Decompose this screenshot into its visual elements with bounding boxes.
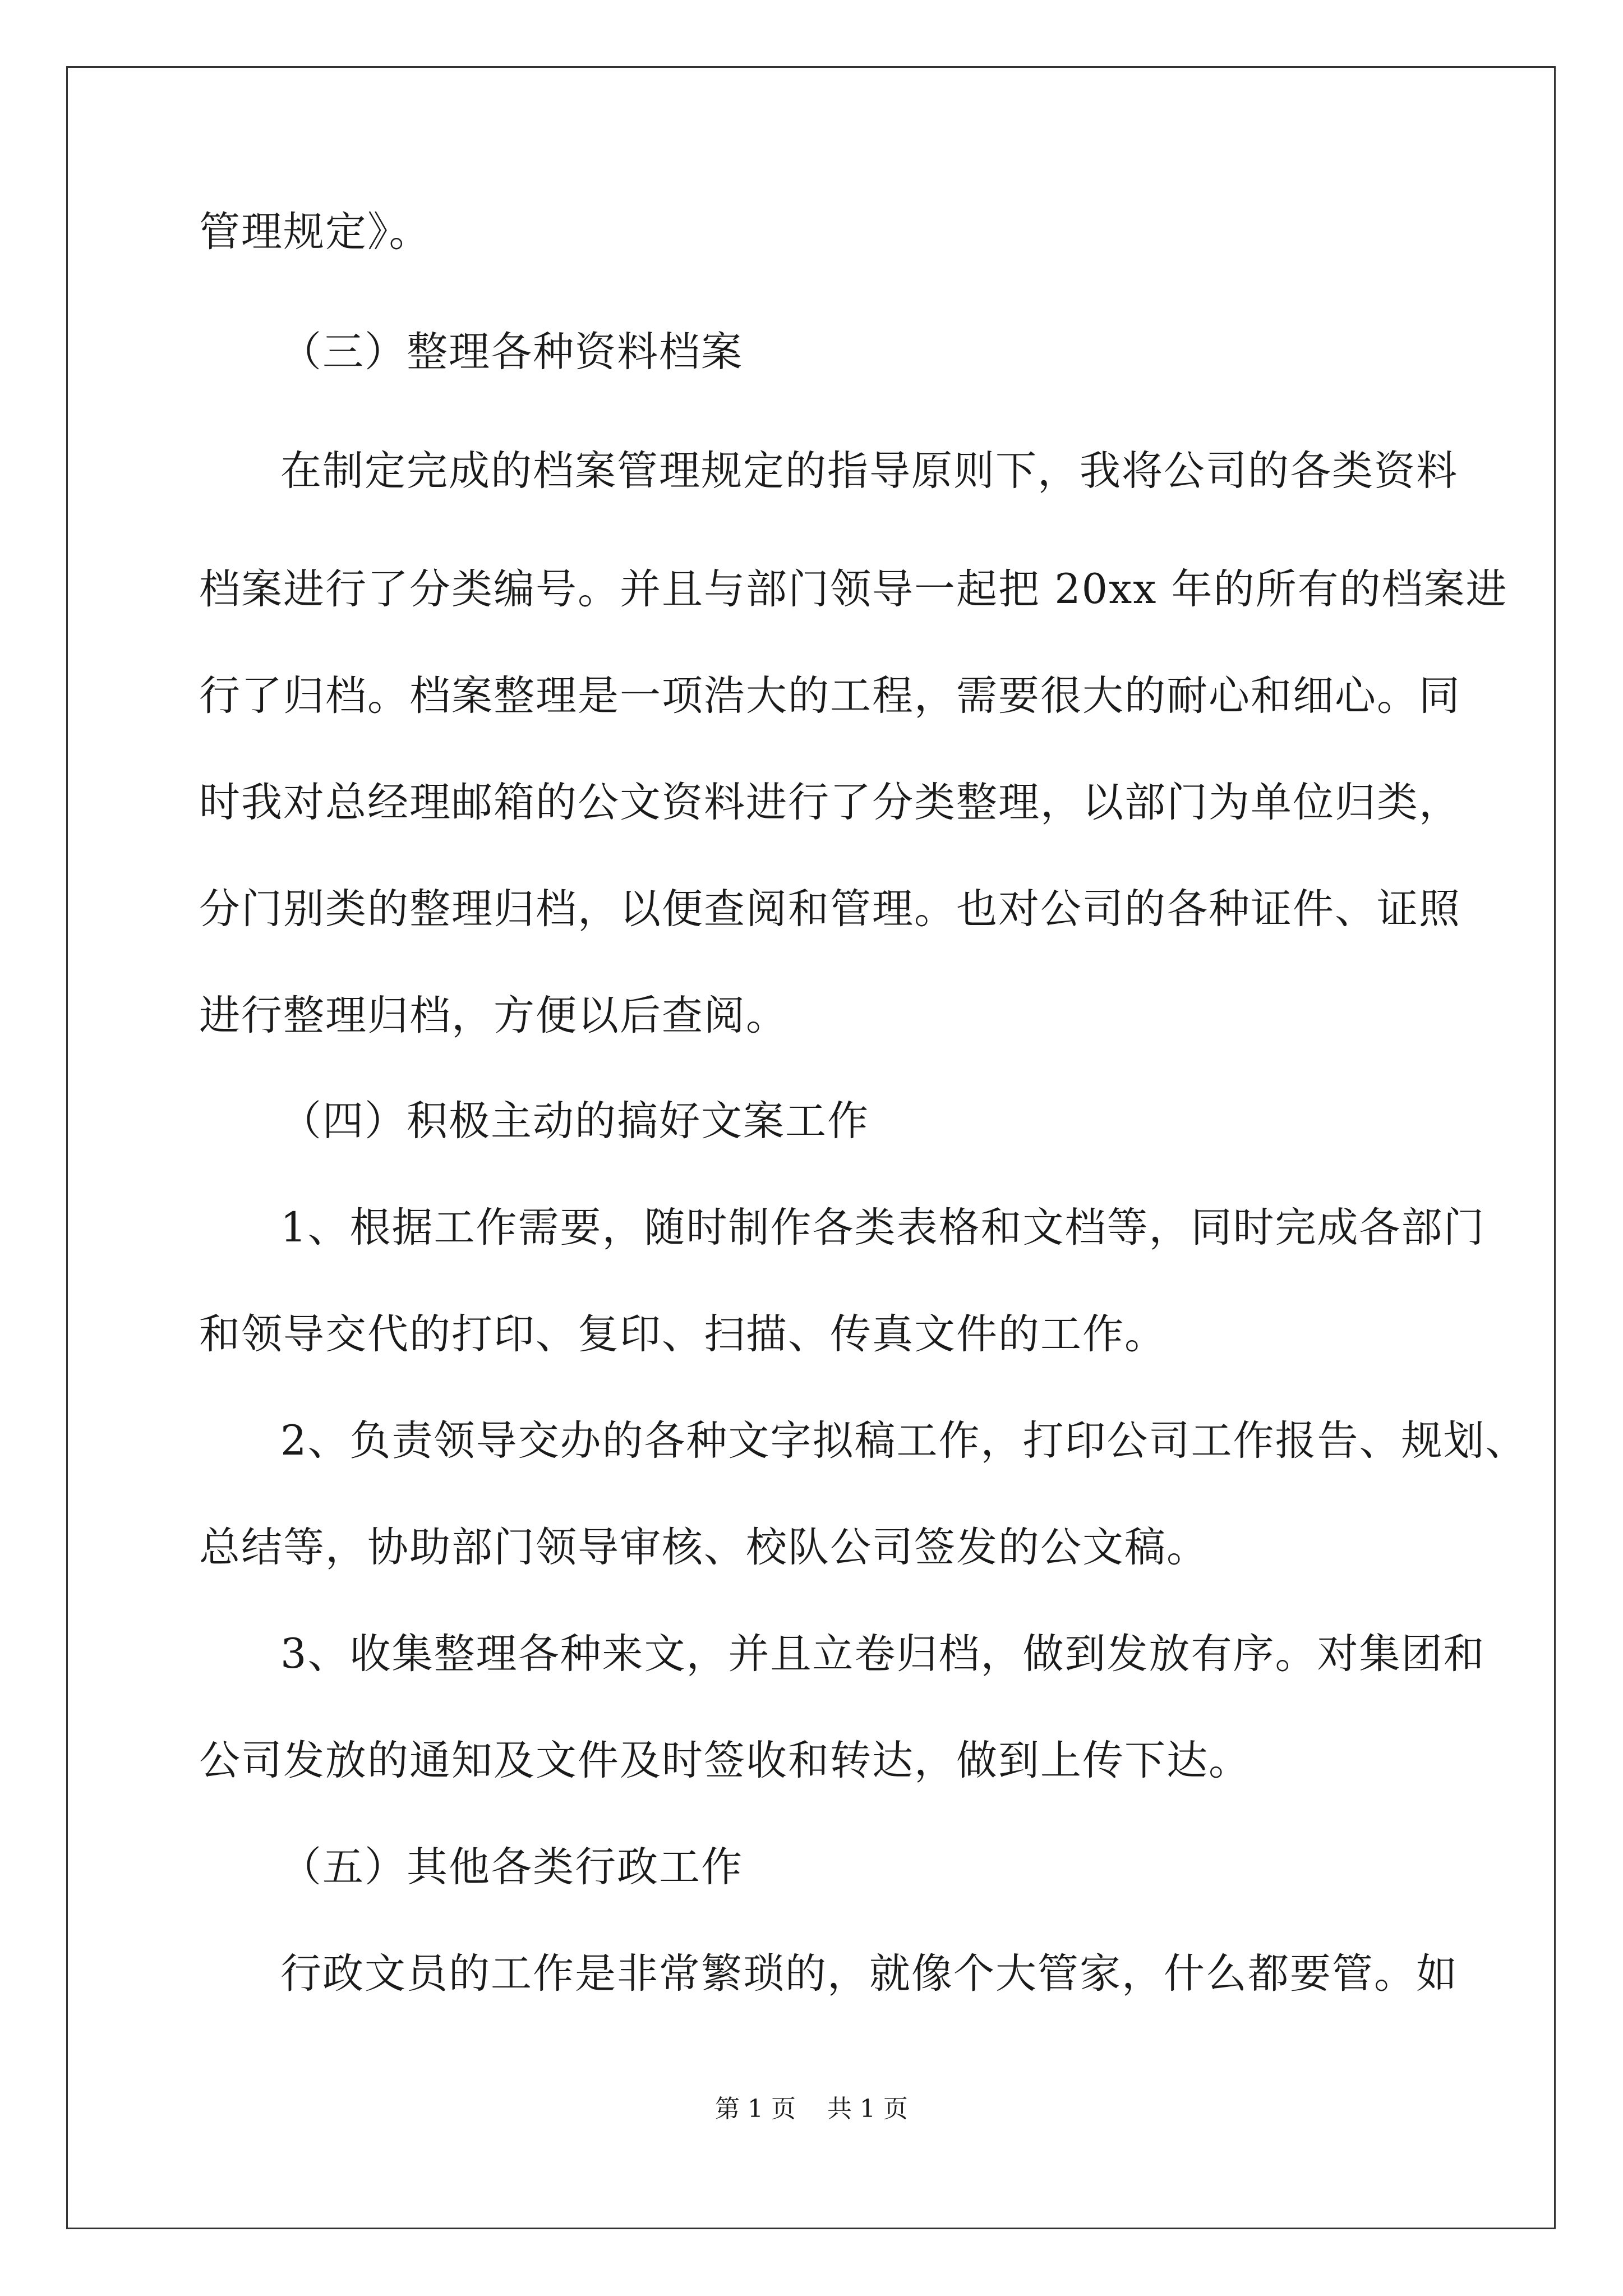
text-line-15: 公司发放的通知及文件及时签收和转达，做到上传下达。 bbox=[199, 1737, 1251, 1784]
text-line-13: 总结等，协助部门领导审核、校队公司签发的公文稿。 bbox=[199, 1524, 1209, 1571]
text-line-6: 时我对总经理邮箱的公文资料进行了分类整理，以部门为单位归类， bbox=[199, 779, 1461, 826]
text-line-4: 档案进行了分类编号。并且与部门领导一起把 20xx 年的所有的档案进 bbox=[199, 565, 1508, 613]
text-line-17: 行政文员的工作是非常繁琐的，就像个大管家，什么都要管。如 bbox=[280, 1950, 1458, 1998]
text-line-12: 2、负责领导交办的各种文字拟稿工作，打印公司工作报告、规划、 bbox=[280, 1417, 1528, 1465]
text-line-3: 在制定完成的档案管理规定的指导原则下，我将公司的各类资料 bbox=[280, 447, 1458, 495]
section-heading-3: （三）整理各种资料档案 bbox=[280, 328, 743, 376]
page-total: 共 1 页 bbox=[827, 2095, 908, 2123]
text-line-5: 行了归档。档案整理是一项浩大的工程，需要很大的耐心和细心。同 bbox=[199, 672, 1461, 720]
text-line-7: 分门别类的整理归档，以便查阅和管理。也对公司的各种证件、证照 bbox=[199, 885, 1461, 933]
page-number: 第 1 页 bbox=[715, 2095, 796, 2123]
section-heading-4: （四）积极主动的搞好文案工作 bbox=[280, 1097, 869, 1145]
section-heading-5: （五）其他各类行政工作 bbox=[280, 1843, 743, 1891]
text-line-14: 3、收集整理各种来文，并且立卷归档，做到发放有序。对集团和 bbox=[280, 1630, 1486, 1678]
text-line-8: 进行整理归档，方便以后查阅。 bbox=[199, 992, 788, 1039]
text-line-11: 和领导交代的打印、复印、扫描、传真文件的工作。 bbox=[199, 1310, 1166, 1358]
page-footer bbox=[0, 2093, 1623, 2125]
text-line-10: 1、根据工作需要，随时制作各类表格和文档等，同时完成各部门 bbox=[280, 1204, 1486, 1251]
text-line-1: 管理规定》。 bbox=[199, 208, 431, 256]
